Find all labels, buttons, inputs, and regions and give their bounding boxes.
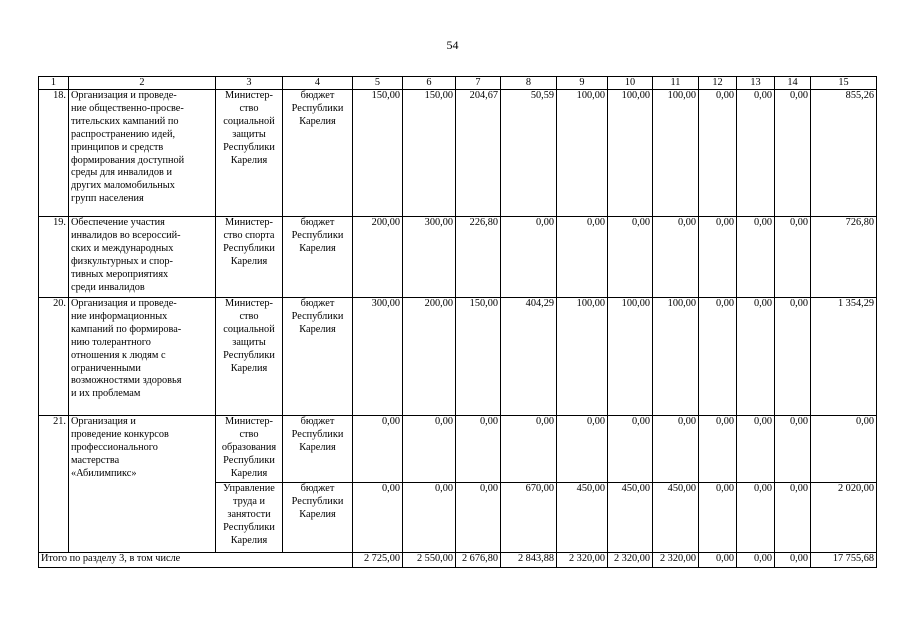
- value-cell-13: 0,00: [737, 90, 775, 217]
- cell-line: Карелия: [230, 534, 268, 546]
- total-value-13: 0,00: [737, 553, 775, 568]
- cell-line: нию толерантного: [71, 336, 151, 348]
- cell-line: бюджет: [300, 217, 335, 228]
- cell-line: Республики: [223, 349, 275, 361]
- cell-line: Обеспечение участия: [71, 217, 165, 228]
- value-cell-11: 100,00: [653, 298, 699, 416]
- cell-line: отношения к людям с: [71, 349, 166, 361]
- value-cell-8: 670,00: [501, 483, 557, 553]
- cell-line: принципов и средств: [71, 141, 164, 153]
- value-cell-12: 0,00: [699, 483, 737, 553]
- value-cell-7: 0,00: [456, 483, 501, 553]
- value-cell-10: 0,00: [608, 416, 653, 483]
- value-cell-9: 0,00: [557, 217, 608, 298]
- value-cell-9: 0,00: [557, 416, 608, 483]
- row-number: 21.: [39, 416, 69, 553]
- value-cell-7: 226,80: [456, 217, 501, 298]
- funding-source: [283, 217, 353, 298]
- table-row: [39, 416, 877, 483]
- cell-line: Республики: [291, 310, 344, 322]
- funding-source: [283, 416, 353, 483]
- value-cell-5: 300,00: [353, 298, 403, 416]
- cell-line: Министер-: [225, 298, 273, 309]
- cell-line: ограниченными: [71, 362, 141, 374]
- executor: [216, 483, 283, 553]
- value-cell-6: 300,00: [403, 217, 456, 298]
- value-cell-6: 150,00: [403, 90, 456, 217]
- cell-line: Республики: [291, 495, 344, 507]
- cell-line: бюджет: [300, 483, 335, 494]
- column-header-4: 4: [283, 77, 353, 90]
- cell-line: ство: [239, 102, 259, 114]
- value-cell-15: 855,26: [811, 90, 877, 217]
- cell-line: Республики: [223, 454, 275, 466]
- column-header-11: 11: [653, 77, 699, 90]
- cell-line: других маломобильных: [71, 180, 175, 192]
- value-cell-12: 0,00: [699, 298, 737, 416]
- cell-line: Министер-: [225, 90, 273, 101]
- cell-line: Министер-: [225, 416, 273, 427]
- total-value-15: 17 755,68: [811, 553, 877, 568]
- column-header-3: 3: [216, 77, 283, 90]
- column-header-12: 12: [699, 77, 737, 90]
- value-cell-13: 0,00: [737, 298, 775, 416]
- value-cell-6: 200,00: [403, 298, 456, 416]
- value-cell-10: 100,00: [608, 90, 653, 217]
- value-cell-5: 150,00: [353, 90, 403, 217]
- total-value-14: 0,00: [775, 553, 811, 568]
- cell-line: труда и: [232, 495, 266, 507]
- total-value-9: 2 320,00: [557, 553, 608, 568]
- executor: [216, 298, 283, 416]
- value-cell-10: 100,00: [608, 298, 653, 416]
- value-cell-14: 0,00: [775, 416, 811, 483]
- value-cell-8: 0,00: [501, 416, 557, 483]
- value-cell-5: 0,00: [353, 416, 403, 483]
- value-cell-12: 0,00: [699, 217, 737, 298]
- cell-line: защиты: [232, 128, 266, 140]
- total-value-8: 2 843,88: [501, 553, 557, 568]
- cell-line: среды для инвалидов и: [71, 167, 172, 179]
- value-cell-14: 0,00: [775, 298, 811, 416]
- funding-source: [283, 483, 353, 553]
- row-number: 18.: [39, 90, 69, 217]
- total-value-6: 2 550,00: [403, 553, 456, 568]
- total-value-10: 2 320,00: [608, 553, 653, 568]
- cell-line: Организация и проведе-: [71, 90, 177, 101]
- cell-line: мастерства: [71, 454, 120, 466]
- cell-line: Карелия: [299, 115, 336, 127]
- cell-line: ство: [239, 428, 259, 440]
- cell-line: тительских кампаний по: [71, 115, 179, 127]
- row-number: 19.: [39, 217, 69, 298]
- measure-name: [69, 416, 216, 553]
- cell-line: бюджет: [300, 90, 335, 101]
- value-cell-8: 50,59: [501, 90, 557, 217]
- value-cell-6: 0,00: [403, 483, 456, 553]
- total-label: Итого по разделу 3, в том числе: [39, 553, 353, 568]
- value-cell-15: 0,00: [811, 416, 877, 483]
- table-row: [39, 217, 877, 298]
- cell-line: ние общественно-просве-: [71, 102, 184, 114]
- column-header-8: 8: [501, 77, 557, 90]
- cell-line: инвалидов во всероссий-: [71, 229, 181, 241]
- value-cell-14: 0,00: [775, 217, 811, 298]
- value-cell-9: 450,00: [557, 483, 608, 553]
- cell-line: «Абилимпикс»: [71, 467, 137, 479]
- column-header-6: 6: [403, 77, 456, 90]
- cell-line: Республики: [223, 242, 275, 254]
- value-cell-7: 204,67: [456, 90, 501, 217]
- cell-line: возможностями здоровья: [71, 375, 182, 387]
- value-cell-15: 726,80: [811, 217, 877, 298]
- value-cell-15: 1 354,29: [811, 298, 877, 416]
- row-number: 20.: [39, 298, 69, 416]
- cell-line: ских и международных: [71, 242, 174, 254]
- table-row: [39, 90, 877, 217]
- cell-line: бюджет: [300, 416, 335, 427]
- value-cell-10: 450,00: [608, 483, 653, 553]
- cell-line: профессионального: [71, 441, 158, 453]
- cell-line: ние информационных: [71, 310, 168, 322]
- cell-line: формирования доступной: [71, 154, 185, 166]
- column-header-14: 14: [775, 77, 811, 90]
- value-cell-11: 0,00: [653, 217, 699, 298]
- cell-line: Карелия: [299, 323, 336, 335]
- cell-line: и их проблемам: [71, 388, 141, 400]
- column-header-1: 1: [39, 77, 69, 90]
- value-cell-11: 450,00: [653, 483, 699, 553]
- value-cell-14: 0,00: [775, 90, 811, 217]
- cell-line: Организация и проведе-: [71, 298, 177, 309]
- value-cell-13: 0,00: [737, 217, 775, 298]
- measure-name: [69, 217, 216, 298]
- cell-line: ство спорта: [223, 229, 275, 241]
- cell-line: Карелия: [230, 154, 268, 166]
- total-value-11: 2 320,00: [653, 553, 699, 568]
- cell-line: Карелия: [299, 441, 336, 453]
- cell-line: физкультурных и спор-: [71, 255, 173, 267]
- value-cell-8: 0,00: [501, 217, 557, 298]
- cell-line: Карелия: [230, 362, 268, 374]
- cell-line: Министер-: [225, 217, 273, 228]
- value-cell-5: 0,00: [353, 483, 403, 553]
- executor: [216, 416, 283, 483]
- value-cell-7: 150,00: [456, 298, 501, 416]
- value-cell-14: 0,00: [775, 483, 811, 553]
- table-row: [39, 298, 877, 416]
- cell-line: Карелия: [299, 508, 336, 520]
- value-cell-9: 100,00: [557, 298, 608, 416]
- cell-line: кампаний по формирова-: [71, 323, 182, 335]
- cell-line: тивных мероприятиях: [71, 268, 169, 280]
- cell-line: распространению идей,: [71, 128, 176, 140]
- cell-line: Карелия: [230, 467, 268, 479]
- cell-line: социальной: [223, 323, 275, 335]
- cell-line: среди инвалидов: [71, 281, 145, 293]
- value-cell-9: 100,00: [557, 90, 608, 217]
- executor: [216, 90, 283, 217]
- total-row: [39, 553, 877, 568]
- total-value-12: 0,00: [699, 553, 737, 568]
- column-header-7: 7: [456, 77, 501, 90]
- measure-name: [69, 90, 216, 217]
- cell-line: Управление: [223, 483, 275, 494]
- cell-line: Республики: [223, 141, 275, 153]
- cell-line: Карелия: [230, 255, 268, 267]
- value-cell-12: 0,00: [699, 90, 737, 217]
- value-cell-11: 0,00: [653, 416, 699, 483]
- value-cell-6: 0,00: [403, 416, 456, 483]
- total-value-5: 2 725,00: [353, 553, 403, 568]
- budget-table: [38, 76, 877, 568]
- measure-name: [69, 298, 216, 416]
- value-cell-15: 2 020,00: [811, 483, 877, 553]
- cell-line: Республики: [291, 428, 344, 440]
- cell-line: Карелия: [299, 242, 336, 254]
- cell-line: Организация и: [71, 416, 136, 427]
- executor: [216, 217, 283, 298]
- cell-line: социальной: [223, 115, 275, 127]
- funding-source: [283, 298, 353, 416]
- cell-line: проведение конкурсов: [71, 428, 169, 440]
- cell-line: бюджет: [300, 298, 335, 309]
- cell-line: защиты: [232, 336, 266, 348]
- cell-line: занятости: [227, 508, 271, 520]
- value-cell-5: 200,00: [353, 217, 403, 298]
- value-cell-7: 0,00: [456, 416, 501, 483]
- column-header-13: 13: [737, 77, 775, 90]
- total-value-7: 2 676,80: [456, 553, 501, 568]
- cell-line: Республики: [291, 229, 344, 241]
- page-number: 54: [446, 38, 459, 52]
- cell-line: групп населения: [71, 193, 144, 205]
- value-cell-8: 404,29: [501, 298, 557, 416]
- cell-line: Республики: [291, 102, 344, 114]
- funding-source: [283, 90, 353, 217]
- column-header-9: 9: [557, 77, 608, 90]
- cell-line: ство: [239, 310, 259, 322]
- column-header-10: 10: [608, 77, 653, 90]
- value-cell-13: 0,00: [737, 416, 775, 483]
- value-cell-11: 100,00: [653, 90, 699, 217]
- value-cell-13: 0,00: [737, 483, 775, 553]
- value-cell-12: 0,00: [699, 416, 737, 483]
- cell-line: образования: [221, 441, 277, 453]
- value-cell-10: 0,00: [608, 217, 653, 298]
- header-row: [39, 77, 877, 90]
- column-header-2: 2: [69, 77, 216, 90]
- cell-line: Республики: [223, 521, 275, 533]
- column-header-5: 5: [353, 77, 403, 90]
- column-header-15: 15: [811, 77, 877, 90]
